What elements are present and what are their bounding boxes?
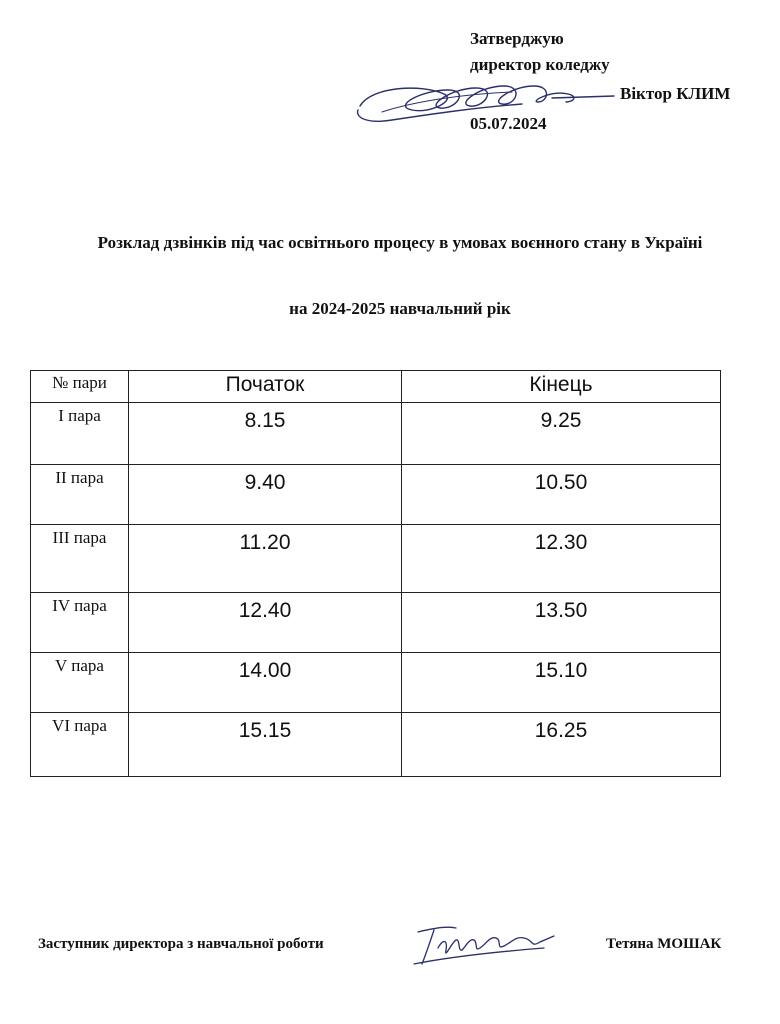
table-row — [31, 653, 721, 713]
deputy-signature — [404, 918, 564, 978]
table-header-row — [31, 371, 721, 403]
deputy-director-name: Тетяна МОШАК — [606, 936, 722, 952]
approval-heading: Затверджую — [470, 29, 564, 48]
document-subtitle: на 2024-2025 навчальний рік — [289, 299, 511, 318]
start-time: 11.20 — [129, 525, 402, 593]
table-row — [31, 525, 721, 593]
pair-number: III пара — [31, 525, 129, 593]
document-title: Розклад дзвінків під час освітнього процесу в умовах воєнного стану в Україні — [97, 233, 703, 252]
end-time: 9.25 — [402, 403, 721, 465]
end-time: 12.30 — [402, 525, 721, 593]
header-pair-number: № пари — [31, 371, 129, 403]
table-row — [31, 465, 721, 525]
start-time: 9.40 — [129, 465, 402, 525]
pair-number: IV пара — [31, 593, 129, 653]
start-time: 8.15 — [129, 403, 402, 465]
table-row — [31, 593, 721, 653]
approver-position: директор коледжу — [470, 55, 610, 74]
pair-number: V пара — [31, 653, 129, 713]
pair-number: II пара — [31, 465, 129, 525]
start-time: 15.15 — [129, 713, 402, 777]
pair-number: VI пара — [31, 713, 129, 777]
start-time: 12.40 — [129, 593, 402, 653]
approval-date: 05.07.2024 — [470, 114, 547, 133]
approval-block — [470, 26, 610, 78]
table-row — [31, 403, 721, 465]
end-time: 15.10 — [402, 653, 721, 713]
header-start: Початок — [129, 371, 402, 403]
approver-name: Віктор КЛИМ — [620, 84, 731, 103]
start-time: 14.00 — [129, 653, 402, 713]
end-time: 10.50 — [402, 465, 721, 525]
end-time: 16.25 — [402, 713, 721, 777]
end-time: 13.50 — [402, 593, 721, 653]
header-end: Кінець — [402, 371, 721, 403]
bell-schedule-table — [30, 370, 721, 777]
table-row — [31, 713, 721, 777]
deputy-director-position: Заступник директора з навчальної роботи — [38, 936, 324, 952]
pair-number: I пара — [31, 403, 129, 465]
